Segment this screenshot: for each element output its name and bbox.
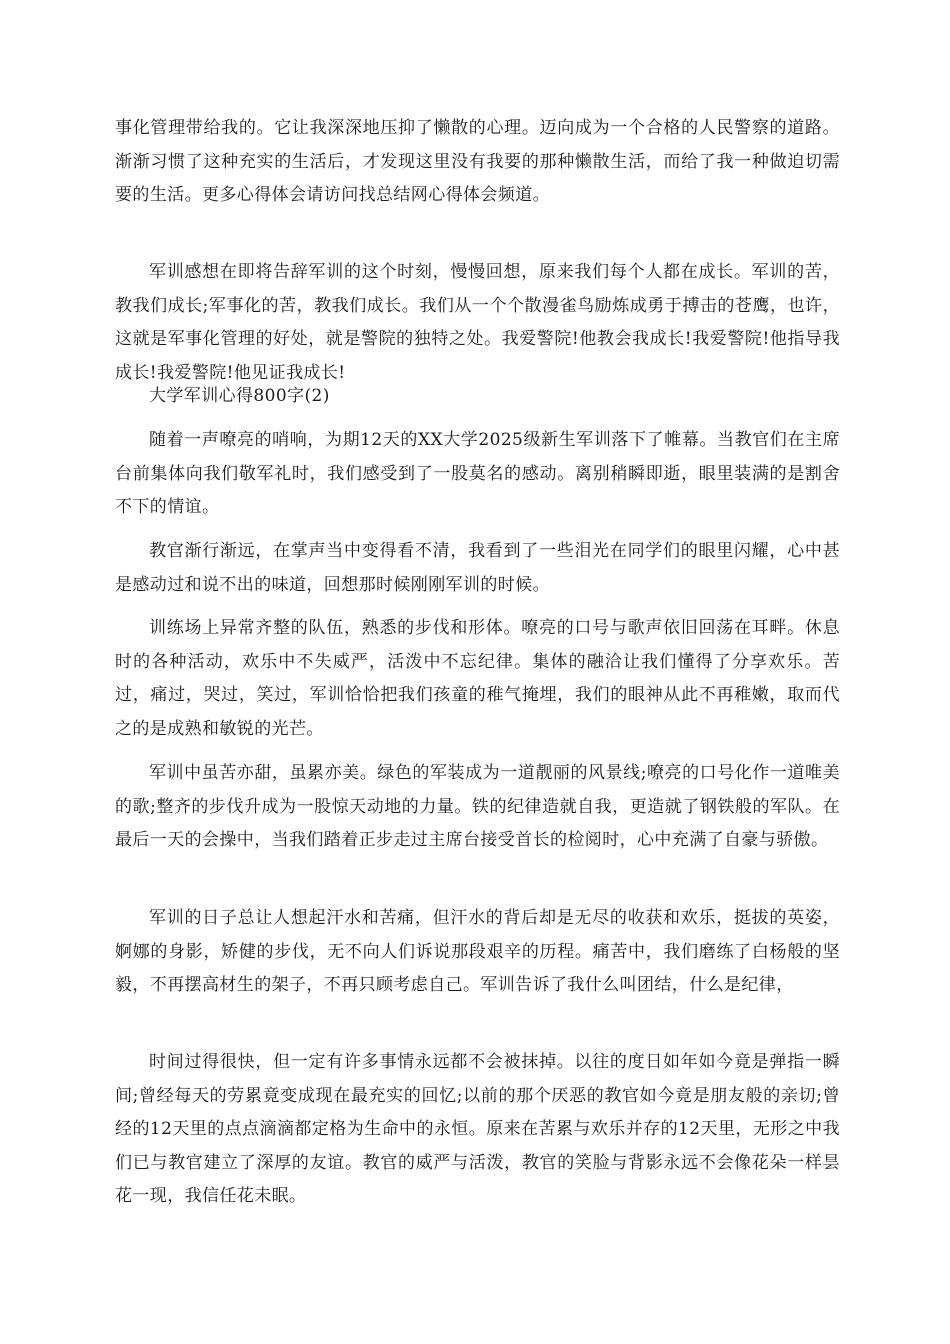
paragraph: 随着一声嘹亮的哨响，为期12天的XX大学2025级新生军训落下了帷幕。当教官们在主席台前集体向我们敬军礼时，我们感受到了一股莫名的感动。离别稍瞬即逝，眼里装满的是割舍不下的情谊。	[115, 430, 840, 517]
paragraph: 军训的日子总让人想起汗水和苦痛，但汗水的背后却是无尽的收获和欢乐，挺拔的英姿，婀娜的身影，矫健的步伐，无不向人们诉说那段艰辛的历程。痛苦中，我们磨练了白杨般的坚毅，不再摆高材生的架子，不再只顾考虑自己。军训告诉了我什么叫团结，什么是纪律，	[115, 908, 840, 995]
section-heading: 大学军训心得800字(2)	[149, 386, 330, 406]
paragraph: 时间过得很快，但一定有许多事情永远都不会被抹掉。以往的度日如年如今竟是弹指一瞬间;曾经每天的劳累竟变成现在最充实的回忆;以前的那个厌恶的教官如今竟是朋友般的亲切;曾经的12天里的点点滴滴都定格为生命中的永恒。原来在苦累与欢乐并存的12天里，无形之中我们已与教官建立了深厚的友谊。教官的威严与活泼，教官的笑脸与背影永远不会像花朵一样昙花一现，我信任花未眠。	[115, 1052, 840, 1206]
paragraph: 教官渐行渐远，在掌声当中变得看不清，我看到了一些泪光在同学们的眼里闪耀，心中甚是感动过和说不出的味道，回想那时候刚刚军训的时候。	[115, 541, 840, 595]
paragraph: 军训中虽苦亦甜，虽累亦美。绿色的军装成为一道靓丽的风景线;嘹亮的口号化作一道唯美的歌;整齐的步伐升成为一股惊天动地的力量。铁的纪律造就自我，更造就了钢铁般的军队。在最后一天的会操中，当我们踏着正步走过主席台接受首长的检阅时，心中充满了自豪与骄傲。	[115, 763, 840, 850]
paragraph: 军训感想在即将告辞军训的这个时刻，慢慢回想，原来我们每个人都在成长。军训的苦，教我们成长;军事化的苦，教我们成长。我们从一个个散漫雀鸟励炼成勇于搏击的苍鹰，也许，这就是军事化管理的好处，就是警院的独特之处。我爱警院!他教会我成长!我爱警院!他指导我成长!我爱警院!他见证我成长!	[115, 262, 840, 383]
paragraph-continuation: 事化管理带给我的。它让我深深地压抑了懒散的心理。迈向成为一个合格的人民警察的道路。渐渐习惯了这种充实的生活后，才发现这里没有我要的那种懒散生活，而给了我一种做迫切需要的生活。更多心得体会请访问找总结网心得体会频道。	[115, 118, 840, 205]
paragraph: 训练场上异常齐整的队伍，熟悉的步伐和形体。嘹亮的口号与歌声依旧回荡在耳畔。休息时的各种活动，欢乐中不失威严，活泼中不忘纪律。集体的融洽让我们懂得了分享欢乐。苦过，痛过，哭过，笑过，军训恰恰把我们孩童的稚气掩埋，我们的眼神从此不再稚嫩，取而代之的是成熟和敏锐的光芒。	[115, 618, 840, 739]
